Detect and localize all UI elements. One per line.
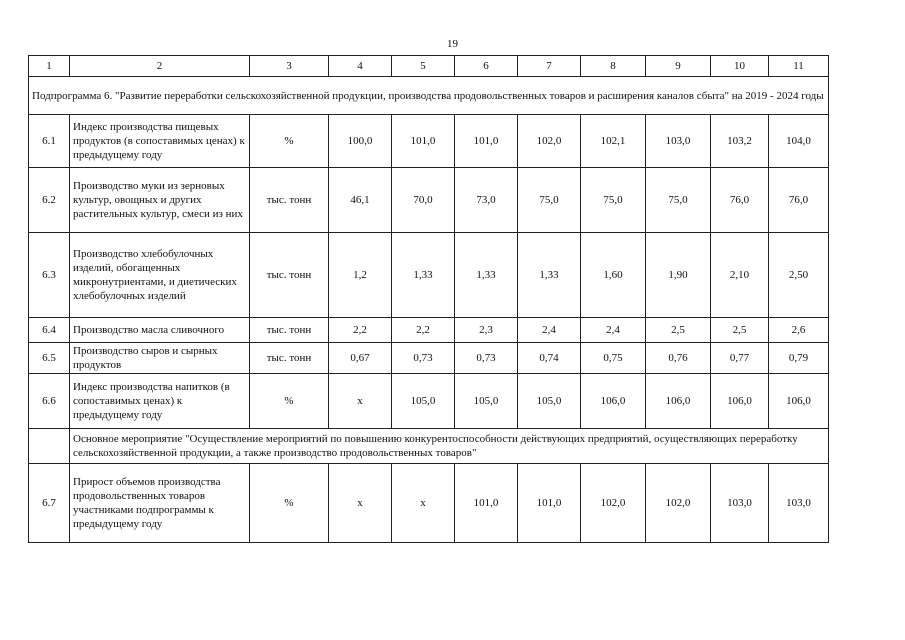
value-cell: 105,0 <box>392 374 455 429</box>
value-cell: 73,0 <box>455 168 518 233</box>
indicator-name: Производство муки из зерновых культур, овощных и других растительных культур, смеси из них <box>70 168 250 233</box>
table-row <box>29 343 829 374</box>
unit: % <box>250 464 329 543</box>
indicators-table <box>28 55 829 543</box>
value-cell: 103,0 <box>711 464 769 543</box>
unit: тыс. тонн <box>250 233 329 318</box>
page-number: 19 <box>447 38 458 50</box>
value-cell: 1,33 <box>392 233 455 318</box>
value-cell: 0,67 <box>329 343 392 374</box>
value-cell: 76,0 <box>711 168 769 233</box>
value-cell: 2,4 <box>518 318 581 343</box>
value-cell: 75,0 <box>646 168 711 233</box>
value-cell: 2,5 <box>646 318 711 343</box>
value-cell: 106,0 <box>581 374 646 429</box>
indicator-name: Индекс производства пищевых продуктов (в сопоставимых ценах) к предыдущему году <box>70 115 250 168</box>
value-cell: 2,3 <box>455 318 518 343</box>
value-cell: 0,73 <box>455 343 518 374</box>
value-cell: 1,2 <box>329 233 392 318</box>
value-cell: х <box>392 464 455 543</box>
indicator-name: Прирост объемов производства продовольственных товаров участниками подпрограммы к предыдущему году <box>70 464 250 543</box>
header-cell: 11 <box>769 56 829 77</box>
table-row <box>29 374 829 429</box>
indicator-name: Индекс производства напитков (в сопоставимых ценах) к предыдущему году <box>70 374 250 429</box>
table-row <box>29 464 829 543</box>
subprogram-title: Подпрограмма 6. "Развитие переработки сельскохозяйственной продукции, производства продовольственных товаров и расширения каналов сбыта" на 2019 - 2024 годы <box>29 77 829 115</box>
indicator-name: Производство масла сливочного <box>70 318 250 343</box>
value-cell: 75,0 <box>518 168 581 233</box>
value-cell: 2,4 <box>581 318 646 343</box>
unit: % <box>250 374 329 429</box>
value-cell: 1,60 <box>581 233 646 318</box>
header-cell: 7 <box>518 56 581 77</box>
value-cell: 0,79 <box>769 343 829 374</box>
value-cell: 102,1 <box>581 115 646 168</box>
header-row <box>29 56 829 77</box>
row-number: 6.3 <box>29 233 70 318</box>
value-cell: 1,90 <box>646 233 711 318</box>
value-cell: 76,0 <box>769 168 829 233</box>
table-row <box>29 115 829 168</box>
value-cell: 1,33 <box>518 233 581 318</box>
header-cell: 8 <box>581 56 646 77</box>
value-cell: 0,75 <box>581 343 646 374</box>
value-cell: 104,0 <box>769 115 829 168</box>
value-cell: 102,0 <box>646 464 711 543</box>
main-activity-title: Основное мероприятие "Осуществление мероприятий по повышению конкурентоспособности действующих предприятий, осуществляющих переработку сельскохозяйственной продукции, а также производство продовольственных товаров" <box>70 429 829 464</box>
value-cell: 2,10 <box>711 233 769 318</box>
unit: тыс. тонн <box>250 318 329 343</box>
header-cell: 9 <box>646 56 711 77</box>
value-cell: 0,77 <box>711 343 769 374</box>
value-cell: 0,76 <box>646 343 711 374</box>
table-row <box>29 318 829 343</box>
subprogram-row <box>29 77 829 115</box>
value-cell: 1,33 <box>455 233 518 318</box>
value-cell: х <box>329 374 392 429</box>
table-row <box>29 233 829 318</box>
value-cell: 106,0 <box>646 374 711 429</box>
value-cell: 70,0 <box>392 168 455 233</box>
header-cell: 3 <box>250 56 329 77</box>
value-cell: 75,0 <box>581 168 646 233</box>
indicator-name: Производство сыров и сырных продуктов <box>70 343 250 374</box>
value-cell: 2,6 <box>769 318 829 343</box>
value-cell: 2,5 <box>711 318 769 343</box>
value-cell: 101,0 <box>455 464 518 543</box>
value-cell: 100,0 <box>329 115 392 168</box>
value-cell: 102,0 <box>518 115 581 168</box>
value-cell: 101,0 <box>518 464 581 543</box>
row-number: 6.1 <box>29 115 70 168</box>
row-number: 6.6 <box>29 374 70 429</box>
row-number: 6.7 <box>29 464 70 543</box>
value-cell: 102,0 <box>581 464 646 543</box>
table-row <box>29 168 829 233</box>
unit: тыс. тонн <box>250 168 329 233</box>
value-cell: 105,0 <box>518 374 581 429</box>
row-number: 6.2 <box>29 168 70 233</box>
value-cell: 2,50 <box>769 233 829 318</box>
value-cell: 103,2 <box>711 115 769 168</box>
indicator-name: Производство хлебобулочных изделий, обогащенных микронутриентами, и диетических хлебобулочных изделий <box>70 233 250 318</box>
header-cell: 5 <box>392 56 455 77</box>
value-cell: 106,0 <box>769 374 829 429</box>
value-cell: 2,2 <box>329 318 392 343</box>
row-number: 6.5 <box>29 343 70 374</box>
value-cell: 101,0 <box>455 115 518 168</box>
unit: тыс. тонн <box>250 343 329 374</box>
value-cell: 103,0 <box>646 115 711 168</box>
value-cell: 46,1 <box>329 168 392 233</box>
value-cell: 105,0 <box>455 374 518 429</box>
value-cell: х <box>329 464 392 543</box>
value-cell: 103,0 <box>769 464 829 543</box>
header-cell: 2 <box>70 56 250 77</box>
header-cell: 1 <box>29 56 70 77</box>
value-cell: 0,74 <box>518 343 581 374</box>
header-cell: 10 <box>711 56 769 77</box>
row-number: 6.4 <box>29 318 70 343</box>
empty-cell <box>29 429 70 464</box>
value-cell: 101,0 <box>392 115 455 168</box>
value-cell: 0,73 <box>392 343 455 374</box>
header-cell: 6 <box>455 56 518 77</box>
value-cell: 2,2 <box>392 318 455 343</box>
unit: % <box>250 115 329 168</box>
header-cell: 4 <box>329 56 392 77</box>
main-activity-row <box>29 429 829 464</box>
value-cell: 106,0 <box>711 374 769 429</box>
